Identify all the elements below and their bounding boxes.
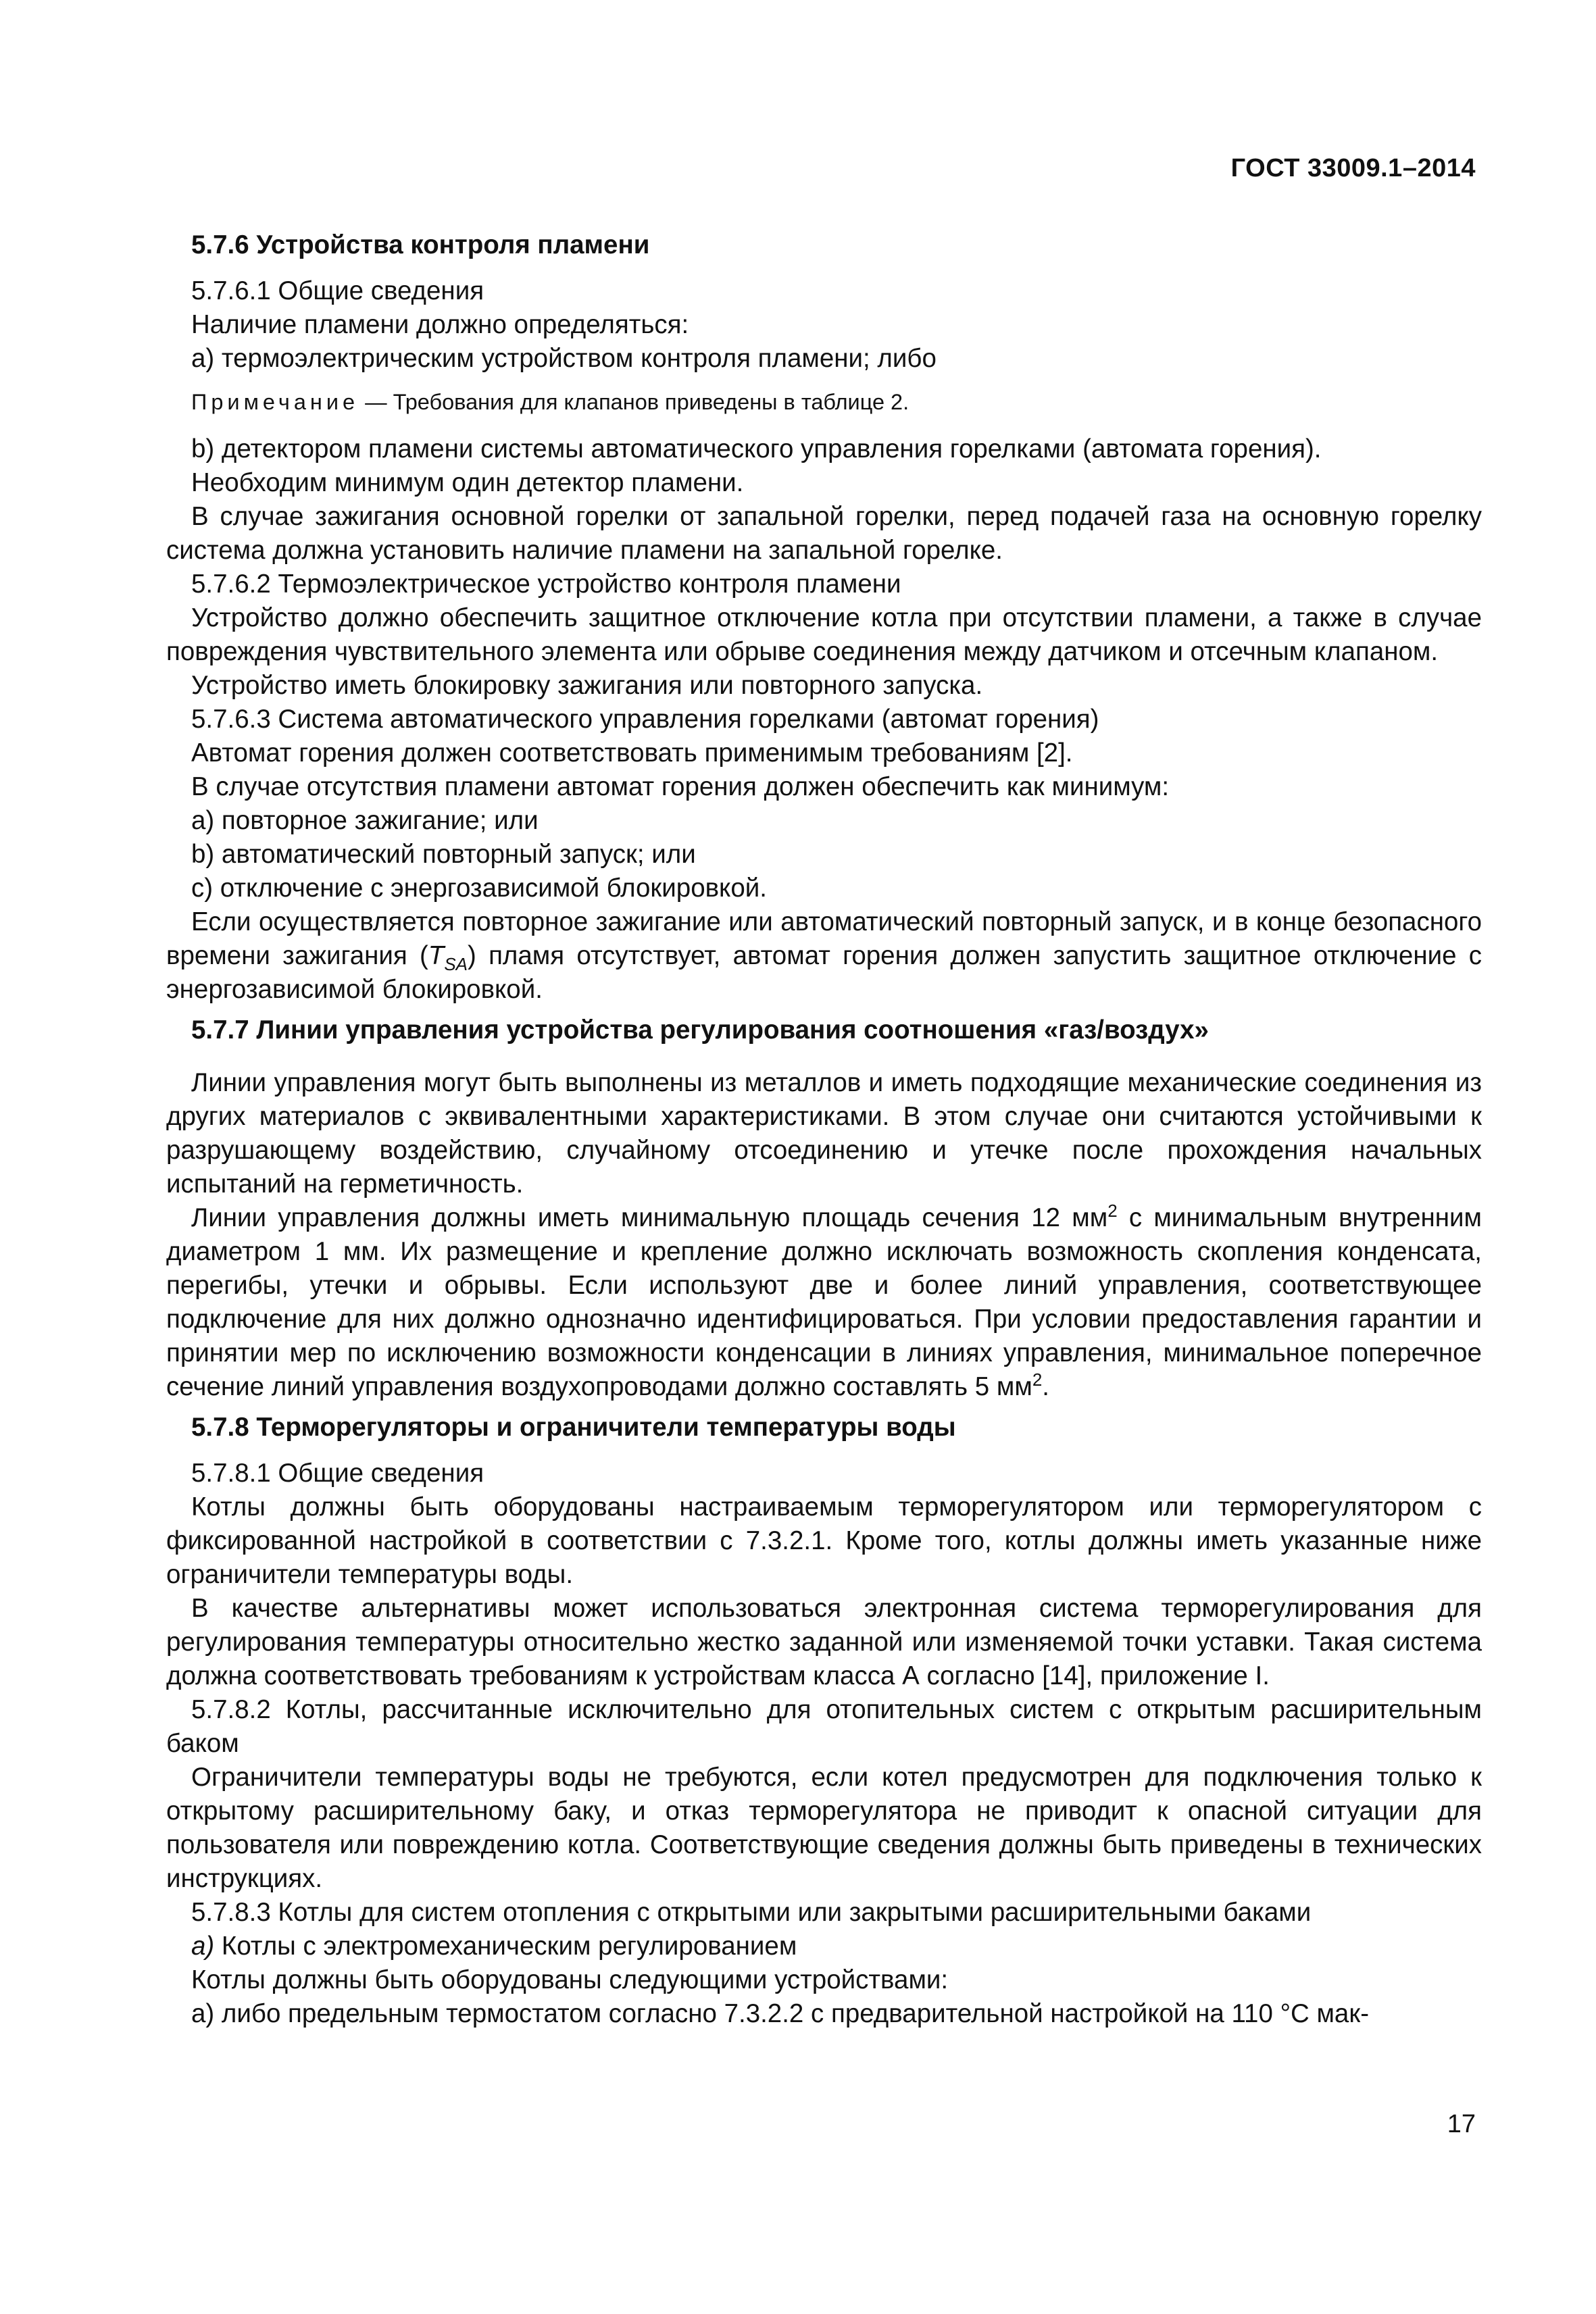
document-body [166, 228, 1482, 2031]
paragraph: Наличие пламени должно определяться: [191, 310, 689, 339]
list-item: а) Котлы с электромеханическим регулированием [191, 1932, 797, 1961]
symbol-subscript: SA [444, 954, 468, 974]
paragraph: В случае зажигания основной горелки от запальной горелки, перед подачей газа на основную горелку система должна установить наличие пламени на запальной горелке. [166, 502, 1482, 565]
paragraph: Устройство должно обеспечить защитное отключение котла при отсутствии пламени, а также в случае повреждения чувствительного элемента или обрыве соединения между датчиком и отсечным клапаном. [166, 603, 1482, 666]
section-heading-5-7-7: 5.7.7 Линии управления устройства регулирования соотношения «газ/воздух» [191, 1015, 1209, 1045]
section-heading-5-7-6: 5.7.6 Устройства контроля пламени [191, 230, 650, 259]
note-label: Примечание [191, 390, 359, 414]
note [166, 386, 1482, 418]
list-item: с) отключение с энергозависимой блокировкой. [191, 874, 767, 903]
list-item: а) повторное зажигание; или [191, 806, 539, 835]
superscript: 2 [1032, 1369, 1043, 1390]
standard-header: ГОСТ 33009.1–2014 [1230, 154, 1476, 182]
note-text: — Требования для клапанов приведены в таблице 2. [359, 390, 909, 414]
paragraph: Ограничители температуры воды не требуются, если котел предусмотрен для подключения только к открытому расширительному баку, и отказ терморегулятора не приводит к опасной ситуации для пользователя или повреждению котла. Соответствующие сведения должны быть приведены в технических инструкциях. [166, 1763, 1482, 1893]
subsection-title: 5.7.6.3 Система автоматического управления горелками (автомат горения) [191, 705, 1099, 734]
paragraph: Если осуществляется повторное зажигание или автоматический повторный запуск, и в конце безопасного времени зажигания $(T_{SA})$ пламя отсутствует, автомат горения должен запустить защитное отключение с энергозависимой блокировкой. [166, 907, 1482, 1004]
paragraph: Котлы должны быть оборудованы следующими устройствами: [191, 1965, 949, 1994]
list-item: а) термоэлектрическим устройством контроля пламени; либо [191, 344, 937, 373]
list-item: b) детектором пламени системы автоматического управления горелками (автомата горения). [191, 434, 1322, 463]
subsection-title: 5.7.8.2 Котлы, рассчитанные исключительно для отопительных систем с открытым расширительным баком [166, 1695, 1482, 1758]
paragraph: Автомат горения должен соответствовать применимым требованиям [2]. [191, 738, 1073, 768]
symbol-t: T [428, 941, 445, 970]
paragraph: В случае отсутствия пламени автомат горения должен обеспечить как минимум: [191, 772, 1170, 801]
subsection-title: 5.7.6.2 Термоэлектрическое устройство контроля пламени [191, 570, 901, 599]
section-heading-5-7-8: 5.7.8 Терморегуляторы и ограничители температуры воды [191, 1413, 956, 1442]
list-item: а) либо предельным термостатом согласно 7.3.2.2 с предварительной настройкой на 110 °С мак- [191, 1999, 1370, 2028]
paragraph: Необходим минимум один детектор пламени. [191, 468, 744, 497]
paragraph: В качестве альтернативы может использоваться электронная система терморегулирования для регулирования температуры относительно жестко заданной или изменяемой точки уставки. Такая система должна соответствовать требованиям к устройствам класса А согласно [14], приложение I. [166, 1594, 1482, 1690]
paragraph: Котлы должны быть оборудованы настраиваемым терморегулятором или терморегулятором с фиксированной настройкой в соответствии с 7.3.2.1. Кроме того, котлы должны иметь указанные ниже ограничители температуры воды. [166, 1492, 1482, 1589]
subsection-title: 5.7.8.3 Котлы для систем отопления с открытыми или закрытыми расширительными баками [191, 1898, 1312, 1927]
paragraph: Линии управления должны иметь минимальную площадь сечения 12 $мм^2$ с минимальным внутренним диаметром 1 мм. Их размещение и крепление должно исключать возможность скопления конденсата, перегибы, утечки и обрывы. Если используют две и более линий управления, соответствующее подключение для них должно однозначно идентифицироваться. При условии предоставления гарантии и принятии мер по исключению возможности конденсации в линиях управления, минимальное поперечное сечение линий управления воздухопроводами должно составлять 5 $мм^2$. [166, 1201, 1482, 1401]
subsection-title: 5.7.8.1 Общие сведения [191, 1459, 484, 1488]
item-label: а) [191, 1932, 215, 1961]
paragraph: Устройство иметь блокировку зажигания или повторного запуска. [191, 671, 983, 700]
page-number: 17 [1447, 2110, 1476, 2138]
list-item: b) автоматический повторный запуск; или [191, 840, 696, 869]
paragraph: Линии управления могут быть выполнены из металлов и иметь подходящие механические соединения из других материалов с эквивалентными характеристиками. В этом случае они считаются устойчивыми к разрушающему воздействию, случайному отсоединению и утечке после прохождения начальных испытаний на герметичность. [166, 1068, 1482, 1199]
superscript: 2 [1107, 1201, 1118, 1221]
paragraph: 5.7.6.1 Общие сведения [191, 276, 484, 305]
